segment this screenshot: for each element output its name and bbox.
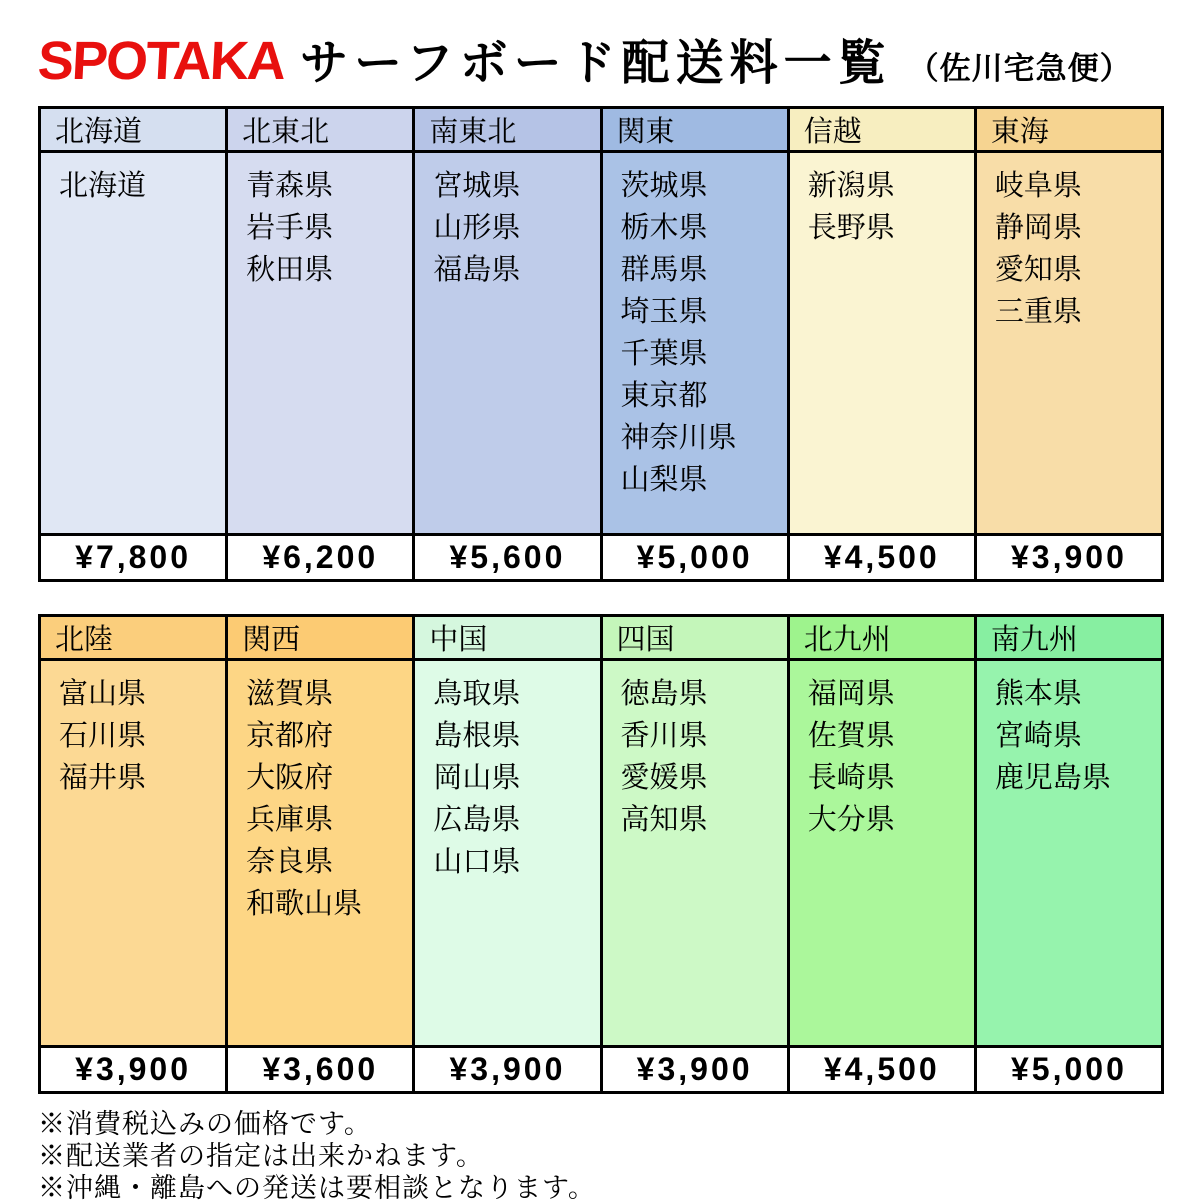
prefecture-list	[41, 661, 225, 1045]
prefecture-item: 静岡県	[994, 212, 1082, 244]
prefecture-item: 京都府	[246, 720, 334, 752]
prefecture-item: 和歌山県	[246, 888, 363, 920]
prefecture-item: 三重県	[994, 296, 1082, 328]
prefecture-item: 長崎県	[807, 762, 895, 794]
price-cell: ¥4,500	[790, 1045, 974, 1091]
prefecture-item: 富山県	[59, 678, 147, 710]
region-header: 北陸	[41, 617, 225, 661]
prefecture-item: 長野県	[807, 212, 895, 244]
prefecture-item: 徳島県	[620, 678, 708, 710]
prefecture-item: 神奈川県	[620, 422, 737, 454]
prefecture-item: 福井県	[59, 762, 147, 794]
prefecture-list	[977, 153, 1161, 533]
price-cell: ¥3,900	[603, 1045, 787, 1091]
region-column-kanto	[603, 109, 790, 579]
prefecture-list	[41, 153, 225, 533]
prefecture-item: 山梨県	[620, 464, 708, 496]
fee-table-west	[38, 614, 1164, 1094]
prefecture-item: 群馬県	[620, 254, 708, 286]
region-header: 南東北	[415, 109, 599, 153]
prefecture-item: 鹿児島県	[994, 762, 1111, 794]
prefecture-item: 熊本県	[994, 678, 1082, 710]
footnotes	[38, 1108, 1166, 1204]
region-header: 中国	[415, 617, 599, 661]
region-column-chugoku	[415, 617, 602, 1091]
prefecture-item: 愛知県	[994, 254, 1082, 286]
prefecture-item: 石川県	[59, 720, 147, 752]
region-header: 信越	[790, 109, 974, 153]
prefecture-item: 鳥取県	[433, 678, 521, 710]
prefecture-item: 愛媛県	[620, 762, 708, 794]
prefecture-item: 茨城県	[620, 170, 708, 202]
prefecture-item: 香川県	[620, 720, 708, 752]
price-cell: ¥5,600	[415, 533, 599, 579]
prefecture-list	[415, 153, 599, 533]
prefecture-item: 岐阜県	[994, 170, 1082, 202]
prefecture-item: 佐賀県	[807, 720, 895, 752]
region-header: 南九州	[977, 617, 1161, 661]
prefecture-list	[415, 661, 599, 1045]
prefecture-list	[228, 661, 412, 1045]
prefecture-list	[228, 153, 412, 533]
prefecture-item: 大分県	[807, 804, 895, 836]
price-cell: ¥3,900	[41, 1045, 225, 1091]
prefecture-item: 山形県	[433, 212, 521, 244]
price-cell: ¥6,200	[228, 533, 412, 579]
price-cell: ¥7,800	[41, 533, 225, 579]
region-header: 東海	[977, 109, 1161, 153]
region-column-kita-tohoku	[228, 109, 415, 579]
fee-table-east	[38, 106, 1164, 582]
region-header: 北九州	[790, 617, 974, 661]
region-column-kita-kyushu	[790, 617, 977, 1091]
prefecture-item: 福岡県	[807, 678, 895, 710]
price-cell: ¥5,000	[977, 1045, 1161, 1091]
prefecture-item: 新潟県	[807, 170, 895, 202]
region-column-minami-tohoku	[415, 109, 602, 579]
prefecture-item: 秋田県	[246, 254, 334, 286]
prefecture-list	[790, 153, 974, 533]
region-header: 関東	[603, 109, 787, 153]
prefecture-item: 北海道	[59, 170, 147, 202]
prefecture-item: 大阪府	[246, 762, 334, 794]
region-header: 北海道	[41, 109, 225, 153]
region-column-hokkaido	[41, 109, 228, 579]
prefecture-item: 栃木県	[620, 212, 708, 244]
note-carrier-choice: ※配送業者の指定は出来かねます。	[38, 1141, 484, 1171]
prefecture-item: 埼玉県	[620, 296, 708, 328]
prefecture-item: 岩手県	[246, 212, 334, 244]
region-header: 四国	[603, 617, 787, 661]
region-column-shikoku	[603, 617, 790, 1091]
note-okinawa-islands: ※沖縄・離島への発送は要相談となります。	[38, 1173, 596, 1203]
prefecture-list	[603, 153, 787, 533]
prefecture-item: 奈良県	[246, 846, 334, 878]
prefecture-item: 宮城県	[433, 170, 521, 202]
prefecture-item: 青森県	[246, 170, 334, 202]
region-header: 北東北	[228, 109, 412, 153]
prefecture-item: 千葉県	[620, 338, 708, 370]
price-cell: ¥3,900	[977, 533, 1161, 579]
prefecture-item: 東京都	[620, 380, 708, 412]
price-cell: ¥5,000	[603, 533, 787, 579]
spotaka-logo: SPOTAKA	[36, 31, 286, 91]
carrier-label: （佐川宅急便）	[907, 51, 1132, 86]
prefecture-item: 宮崎県	[994, 720, 1082, 752]
note-tax-included: ※消費税込みの価格です。	[38, 1109, 372, 1139]
prefecture-list	[977, 661, 1161, 1045]
prefecture-item: 山口県	[433, 846, 521, 878]
page-title: サーフボード配送料一覧	[300, 37, 892, 90]
prefecture-item: 岡山県	[433, 762, 521, 794]
prefecture-item: 滋賀県	[246, 678, 334, 710]
page-header	[38, 24, 1166, 90]
region-column-hokuriku	[41, 617, 228, 1091]
prefecture-item: 広島県	[433, 804, 521, 836]
prefecture-list	[603, 661, 787, 1045]
prefecture-item: 福島県	[433, 254, 521, 286]
price-cell: ¥3,900	[415, 1045, 599, 1091]
region-column-minami-kyushu	[977, 617, 1161, 1091]
region-column-shinetsu	[790, 109, 977, 579]
prefecture-list	[790, 661, 974, 1045]
region-header: 関西	[228, 617, 412, 661]
price-cell: ¥4,500	[790, 533, 974, 579]
prefecture-item: 兵庫県	[246, 804, 334, 836]
price-cell: ¥3,600	[228, 1045, 412, 1091]
prefecture-item: 高知県	[620, 804, 708, 836]
region-column-kansai	[228, 617, 415, 1091]
region-column-tokai	[977, 109, 1161, 579]
prefecture-item: 島根県	[433, 720, 521, 752]
